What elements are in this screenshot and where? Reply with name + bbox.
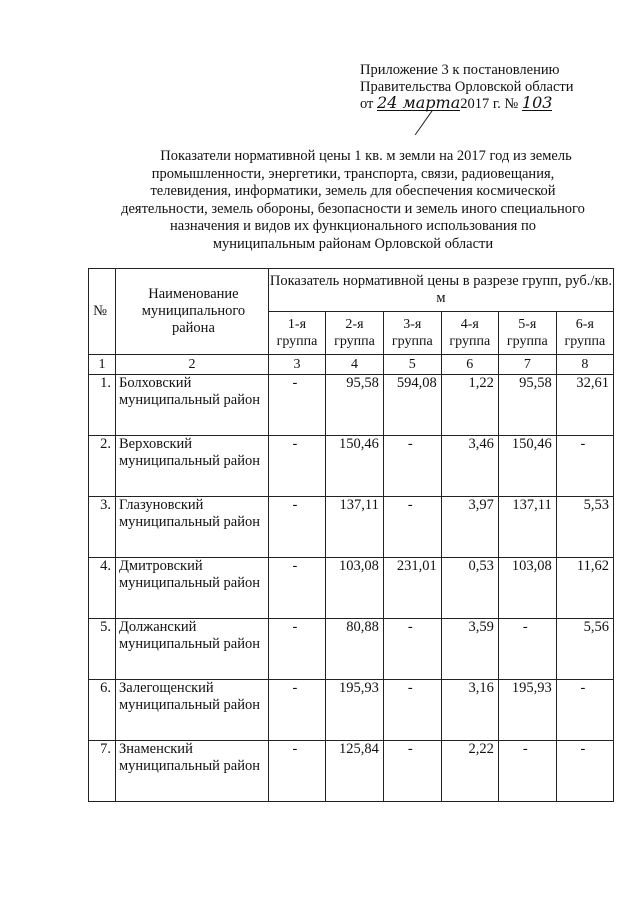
price-group-2: 125,84 [326, 741, 384, 802]
price-group-3: - [383, 436, 441, 497]
annex-year-number-label: 2017 г. № [460, 96, 519, 112]
price-group-4: 2,22 [441, 741, 498, 802]
price-group-6: 5,53 [556, 497, 613, 558]
price-group-3: - [383, 619, 441, 680]
row-number: 2. [89, 436, 116, 497]
price-group-1: - [268, 558, 325, 619]
header-group-4: 4-я группа [441, 312, 498, 355]
price-group-4: 3,46 [441, 436, 498, 497]
annex-line-3 [360, 93, 600, 113]
annex-line-1: Приложение 3 к постановлению [360, 62, 560, 78]
price-group-6: 32,61 [556, 375, 613, 436]
price-group-6: - [556, 680, 613, 741]
handwritten-number: 103 [521, 93, 553, 112]
handwritten-date: 24 марта [377, 93, 461, 112]
price-group-6: - [556, 436, 613, 497]
pen-stroke [415, 110, 433, 135]
price-group-1: - [268, 436, 325, 497]
price-group-1: - [268, 375, 325, 436]
price-group-3: - [383, 680, 441, 741]
annex-line-2: Правительства Орловской области [360, 79, 574, 95]
table-row [89, 375, 614, 436]
header-district-name: Наименование муниципального района [116, 269, 269, 355]
price-group-1: - [268, 741, 325, 802]
district-name: Болховский муниципальный район [116, 375, 269, 436]
document-title: Показатели нормативной цены 1 кв. м земли на 2017 год из земель промышленности, энергетики, транспорта, связи, радиовещания, телевидения, информатики, земель для обеспечения космической деятельности, земель обороны, безопасности и земель иного специального назначения и видов их функционального использования по муниципальным районам Орловской области [121, 148, 585, 252]
price-table [88, 268, 614, 802]
header-group-5: 5-я группа [498, 312, 556, 355]
header-group-1: 1-я группа [268, 312, 325, 355]
price-group-3: 231,01 [383, 558, 441, 619]
header-group-3: 3-я группа [383, 312, 441, 355]
price-group-1: - [268, 680, 325, 741]
column-number-6: 6 [441, 355, 498, 375]
price-group-5: 103,08 [498, 558, 556, 619]
price-group-2: 195,93 [326, 680, 384, 741]
table-header-row [89, 269, 614, 312]
price-group-2: 150,46 [326, 436, 384, 497]
district-name: Глазуновский муниципальный район [116, 497, 269, 558]
column-number-3: 3 [268, 355, 325, 375]
price-group-5: - [498, 619, 556, 680]
price-group-2: 95,58 [326, 375, 384, 436]
price-group-2: 80,88 [326, 619, 384, 680]
annex-from-label: от [360, 96, 374, 112]
price-group-1: - [268, 619, 325, 680]
row-number: 4. [89, 558, 116, 619]
price-group-1: - [268, 497, 325, 558]
district-name: Знаменский муниципальный район [116, 741, 269, 802]
column-number-5: 5 [383, 355, 441, 375]
price-group-6: 5,56 [556, 619, 613, 680]
price-group-6: - [556, 741, 613, 802]
district-name: Залегощенский муниципальный район [116, 680, 269, 741]
table-row [89, 558, 614, 619]
table-row [89, 497, 614, 558]
price-group-6: 11,62 [556, 558, 613, 619]
table-row [89, 680, 614, 741]
price-group-5: 137,11 [498, 497, 556, 558]
row-number: 1. [89, 375, 116, 436]
column-number-2: 2 [116, 355, 269, 375]
row-number: 7. [89, 741, 116, 802]
table-row [89, 741, 614, 802]
price-group-4: 3,16 [441, 680, 498, 741]
price-group-5: 95,58 [498, 375, 556, 436]
price-group-5: - [498, 741, 556, 802]
price-group-5: 150,46 [498, 436, 556, 497]
price-group-4: 1,22 [441, 375, 498, 436]
district-name: Верховский муниципальный район [116, 436, 269, 497]
header-number: № [89, 269, 116, 355]
annex-header [360, 62, 600, 113]
price-group-4: 0,53 [441, 558, 498, 619]
header-group-caption: Показатель нормативной цены в разрезе групп, руб./кв. м [268, 269, 613, 312]
price-group-2: 103,08 [326, 558, 384, 619]
row-number: 3. [89, 497, 116, 558]
district-name: Должанский муниципальный район [116, 619, 269, 680]
column-number-8: 8 [556, 355, 613, 375]
table-row [89, 436, 614, 497]
price-group-5: 195,93 [498, 680, 556, 741]
column-number-4: 4 [326, 355, 384, 375]
header-group-2: 2-я группа [326, 312, 384, 355]
row-number: 6. [89, 680, 116, 741]
column-number-1: 1 [89, 355, 116, 375]
price-group-3: - [383, 497, 441, 558]
column-number-7: 7 [498, 355, 556, 375]
price-group-2: 137,11 [326, 497, 384, 558]
table-column-numbers-row [89, 355, 614, 375]
price-group-4: 3,97 [441, 497, 498, 558]
district-name: Дмитровский муниципальный район [116, 558, 269, 619]
price-group-4: 3,59 [441, 619, 498, 680]
price-group-3: 594,08 [383, 375, 441, 436]
row-number: 5. [89, 619, 116, 680]
price-group-3: - [383, 741, 441, 802]
table-row [89, 619, 614, 680]
header-group-6: 6-я группа [556, 312, 613, 355]
